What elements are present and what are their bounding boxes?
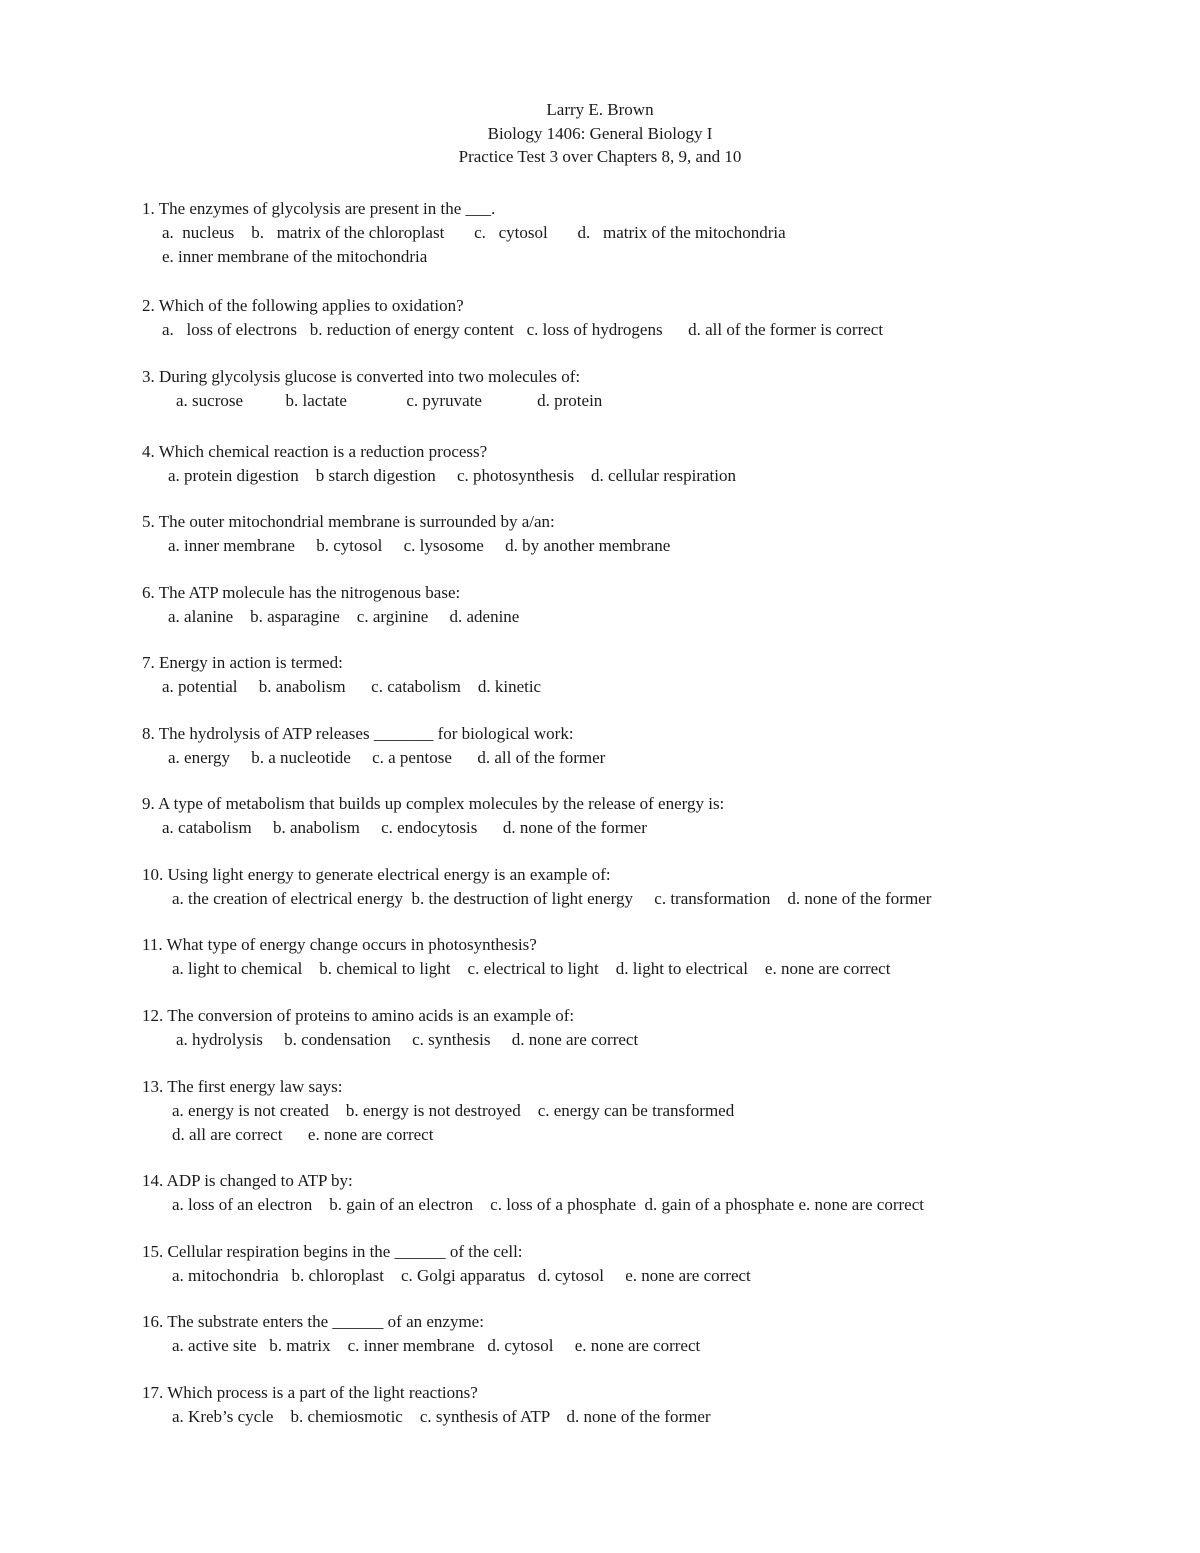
question-text: 4. Which chemical reaction is a reduction process? [142,442,488,461]
answer-options: a. protein digestion b starch digestion c. photosynthesis d. cellular respiration [168,466,736,485]
answer-options: a. loss of electrons b. reduction of energy content c. loss of hydrogens d. all of the former is correct [162,320,884,339]
author-name: Larry E. Brown [546,100,654,119]
question-8 [142,722,605,770]
question-13 [142,1075,734,1147]
question-17 [142,1381,711,1429]
question-text: 15. Cellular respiration begins in the ______ of the cell: [142,1242,523,1261]
question-5 [142,510,670,558]
question-3 [142,365,602,413]
question-10 [142,863,931,911]
question-16 [142,1310,700,1358]
test-title: Practice Test 3 over Chapters 8, 9, and 10 [458,147,742,166]
course-title: Biology 1406: General Biology I [487,123,713,143]
answer-options: a. mitochondria b. chloroplast c. Golgi apparatus d. cytosol e. none are correct [172,1266,751,1285]
answer-options: a. energy is not created b. energy is not destroyed c. energy can be transformed [172,1101,735,1120]
question-7 [142,651,541,699]
question-text: 16. The substrate enters the ______ of an enzyme: [142,1312,484,1331]
question-text: 3. During glycolysis glucose is converted into two molecules of: [142,367,581,386]
document-header [0,98,1200,169]
question-text: 8. The hydrolysis of ATP releases _______ for biological work: [142,724,574,743]
answer-options: a. catabolism b. anabolism c. endocytosis d. none of the former [162,818,647,837]
question-text: 9. A type of metabolism that builds up complex molecules by the release of energy is: [142,794,725,813]
question-text: 13. The first energy law says: [142,1077,343,1096]
answer-options: a. Kreb’s cycle b. chemiosmotic c. synthesis of ATP d. none of the former [172,1407,711,1426]
question-text: 5. The outer mitochondrial membrane is surrounded by a/an: [142,512,555,531]
question-9 [142,792,724,840]
answer-options: a. alanine b. asparagine c. arginine d. adenine [168,607,520,626]
question-text: 6. The ATP molecule has the nitrogenous base: [142,583,461,602]
answer-options: a. energy b. a nucleotide c. a pentose d. all of the former [168,748,606,767]
question-4 [142,440,736,488]
answer-options: a. sucrose b. lactate c. pyruvate d. protein [176,391,603,410]
answer-options: a. inner membrane b. cytosol c. lysosome d. by another membrane [168,536,671,555]
answer-options: a. light to chemical b. chemical to light c. electrical to light d. light to electrical e. none are correct [172,959,891,978]
question-12 [142,1004,638,1052]
question-text: 1. The enzymes of glycolysis are present in the ___. [142,199,496,218]
question-1 [142,197,786,269]
question-2 [142,294,883,342]
answer-options: a. nucleus b. matrix of the chloroplast c. cytosol d. matrix of the mitochondria [162,223,786,242]
question-14 [142,1169,924,1217]
question-11 [142,933,890,981]
question-text: 17. Which process is a part of the light reactions? [142,1383,478,1402]
answer-options: a. active site b. matrix c. inner membrane d. cytosol e. none are correct [172,1336,701,1355]
answer-options: a. loss of an electron b. gain of an electron c. loss of a phosphate d. gain of a phosphate e. none are correct [172,1195,924,1214]
question-text: 2. Which of the following applies to oxidation? [142,296,464,315]
question-text: 12. The conversion of proteins to amino acids is an example of: [142,1006,575,1025]
answer-options: a. hydrolysis b. condensation c. synthesis d. none are correct [176,1030,639,1049]
question-text: 11. What type of energy change occurs in photosynthesis? [142,935,537,954]
question-text: 10. Using light energy to generate electrical energy is an example of: [142,865,611,884]
question-15 [142,1240,751,1288]
question-text: 14. ADP is changed to ATP by: [142,1171,353,1190]
answer-options: a. the creation of electrical energy b. the destruction of light energy c. transformation d. none of the former [172,889,932,908]
question-text: 7. Energy in action is termed: [142,653,343,672]
answer-options: a. potential b. anabolism c. catabolism d. kinetic [162,677,542,696]
question-6 [142,581,519,629]
answer-options: e. inner membrane of the mitochondria [162,247,428,266]
answer-options: d. all are correct e. none are correct [172,1125,434,1144]
